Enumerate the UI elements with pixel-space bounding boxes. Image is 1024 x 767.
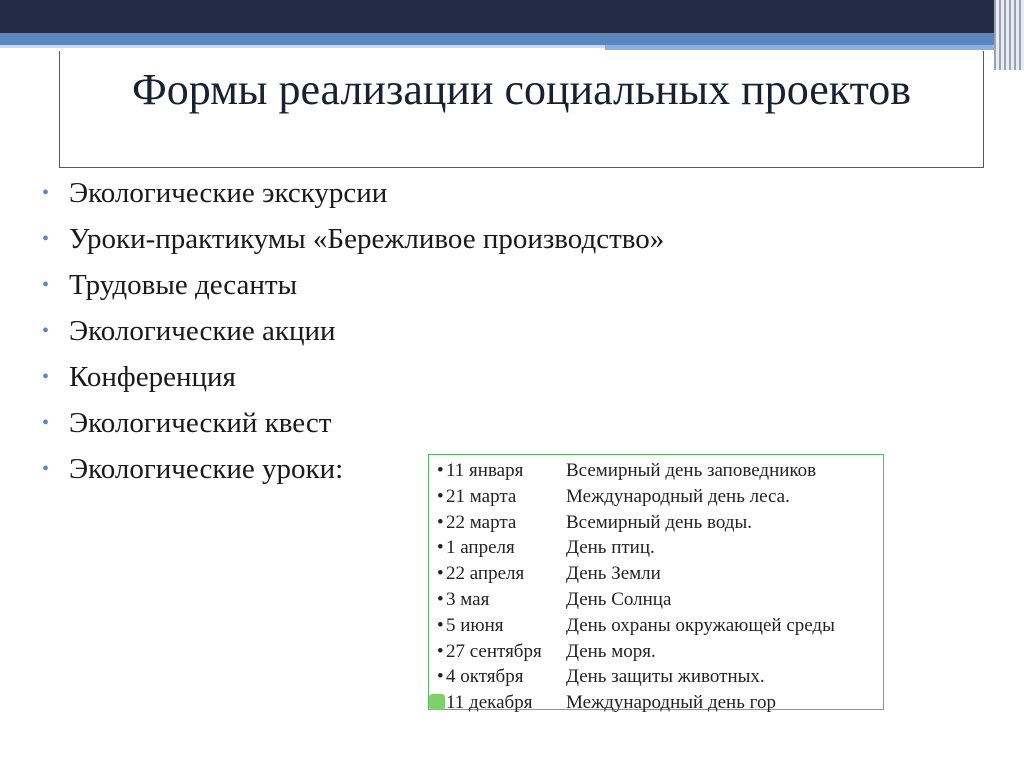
calendar-row (429, 587, 883, 613)
header-stripes (994, 0, 1024, 70)
calendar-event: Международный день гор (566, 692, 776, 714)
bullet-icon: • (437, 563, 444, 585)
eco-calendar-table (428, 454, 884, 714)
bullet-icon: • (437, 640, 444, 662)
calendar-date: 5 июня (446, 614, 504, 636)
bullet-icon: • (437, 588, 444, 610)
bullet-icon: • (437, 511, 444, 533)
calendar-event: День птиц. (566, 537, 655, 559)
bullet-text: Конференция (69, 361, 236, 393)
calendar-row (429, 664, 883, 690)
bullet-icon: • (42, 366, 50, 388)
bullet-list (42, 170, 664, 492)
bullet-text: Экологические акции (69, 315, 336, 347)
calendar-date: 1 апреля (446, 537, 515, 559)
calendar-event: День защиты животных. (566, 666, 765, 688)
calendar-row (429, 458, 883, 484)
calendar-event: Всемирный день заповедников (566, 460, 817, 481)
calendar-event: День моря. (566, 640, 656, 662)
calendar-date: 22 апреля (446, 563, 525, 585)
calendar-row (429, 535, 883, 561)
calendar-date: 11 декабря (446, 692, 533, 714)
calendar-date: 11 января (446, 460, 524, 481)
bullet-text: Экологические уроки: (69, 453, 344, 485)
calendar-row (429, 639, 883, 665)
calendar-date: 4 октября (446, 666, 524, 688)
calendar-row (429, 484, 883, 510)
calendar-event: День охраны окружающей среды (566, 614, 835, 636)
bullet-item (42, 400, 664, 446)
bullet-text: Трудовые десанты (69, 269, 298, 301)
bullet-item (42, 170, 664, 216)
bullet-item (42, 216, 664, 262)
calendar-event: День Солнца (566, 588, 672, 610)
bullet-icon: • (437, 485, 444, 507)
header-band-pale (0, 45, 605, 48)
calendar-row (429, 561, 883, 587)
bullet-icon: • (42, 458, 50, 480)
header-band-dark (0, 0, 1024, 33)
header-band-accent-right (605, 45, 1024, 50)
green-marker (429, 694, 445, 710)
bullet-icon: • (42, 274, 50, 296)
bullet-icon: • (437, 666, 444, 688)
bullet-text: Уроки-практикумы «Бережливое производство» (69, 223, 665, 255)
bullet-icon: • (437, 614, 444, 636)
bullet-item (42, 262, 664, 308)
bullet-item (42, 354, 664, 400)
bullet-icon: • (437, 460, 444, 481)
bullet-icon: • (42, 320, 50, 342)
calendar-date: 22 марта (446, 511, 517, 533)
calendar-date: 3 мая (446, 588, 490, 610)
bullet-item (42, 308, 664, 354)
bullet-text: Экологический квест (69, 407, 332, 439)
bullet-icon: • (42, 182, 50, 204)
bullet-icon: • (42, 412, 50, 434)
header-band-accent (0, 33, 1024, 45)
slide-title: Формы реализации социальных проектов (131, 65, 912, 114)
calendar-row (429, 690, 883, 716)
calendar-date: 27 сентября (446, 640, 542, 662)
calendar-event: Всемирный день воды. (566, 511, 752, 533)
calendar-row (429, 613, 883, 639)
bullet-icon: • (437, 537, 444, 559)
calendar-event: День Земли (566, 563, 661, 585)
bullet-icon: • (42, 228, 50, 250)
bullet-text: Экологические экскурсии (69, 177, 388, 209)
calendar-date: 21 марта (446, 485, 517, 507)
calendar-row (429, 510, 883, 536)
calendar-event: Международный день леса. (566, 485, 790, 507)
